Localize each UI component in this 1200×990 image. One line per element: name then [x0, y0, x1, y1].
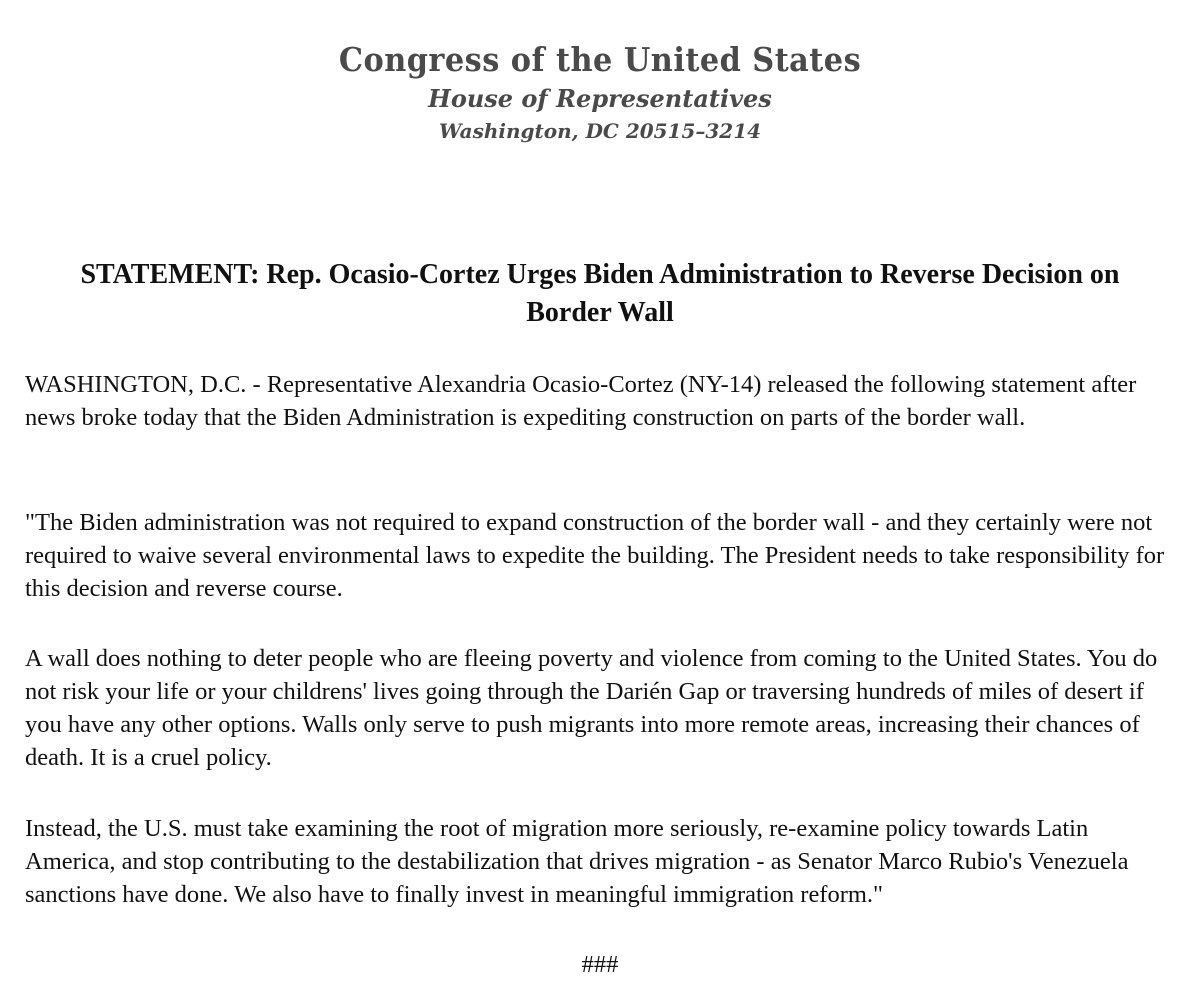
end-mark: ### — [581, 951, 619, 978]
paragraph-quote-1: "The Biden administration was not required to expand construction of the border wall - and they certainly were not required to waive several environmental laws to expedite the building. The President needs to take responsibility for this decision and reverse course. — [25, 509, 1165, 602]
letterhead-house: House of Representatives — [428, 84, 772, 113]
paragraph-intro: WASHINGTON, D.C. - Representative Alexandria Ocasio-Cortez (NY-14) released the following statement after news broke today that the Biden Administration is expediting construction on parts of the border wall. — [25, 371, 1137, 431]
letterhead-address: Washington, DC 20515–3214 — [438, 119, 762, 143]
paragraph-quote-3: Instead, the U.S. must take examining the root of migration more seriously, re-examine policy towards Latin America, and stop contributing to the destabilization that drives migration - as Senator Marco Rubio's Venezuela sanctions have done. We also have to finally invest in meaningful immigration reform." — [25, 815, 1129, 908]
paragraph-quote-2: A wall does nothing to deter people who are fleeing poverty and violence from coming to the United States. You do not risk your life or your childrens' lives going through the Darién Gap or traversing hundreds of miles of desert if you have any other options. Walls only serve to push migrants into more remote areas, increasing their chances of death. It is a cruel policy. — [25, 645, 1158, 771]
statement-title: STATEMENT: Rep. Ocasio-Cortez Urges Biden Administration to Reverse Decision on Border Wall — [80, 259, 1120, 328]
letterhead — [0, 38, 1200, 146]
letterhead-congress: Congress of the United States — [338, 40, 862, 79]
